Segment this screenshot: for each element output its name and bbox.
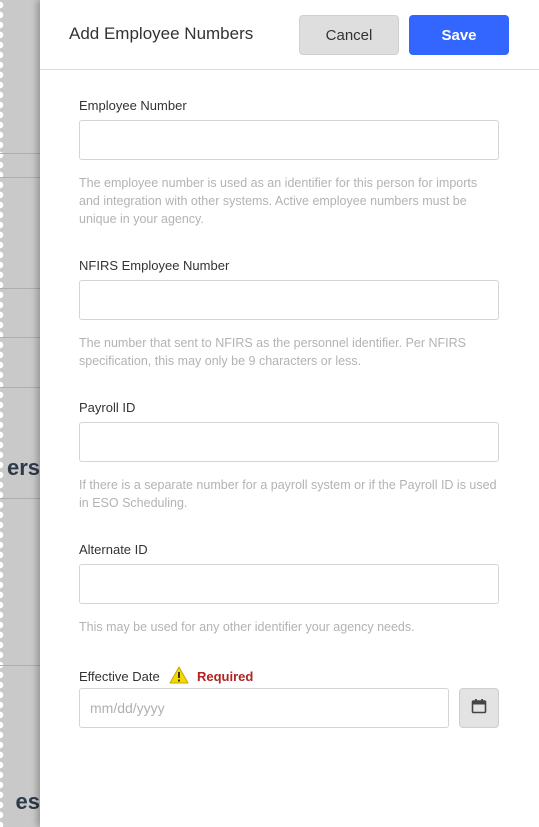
background-divider [0, 337, 40, 338]
alternate-id-input[interactable] [79, 564, 499, 604]
panel-title: Add Employee Numbers [69, 24, 254, 43]
nfirs-number-input[interactable] [79, 280, 499, 320]
background-divider [0, 153, 40, 154]
effective-date-label: Effective Date [79, 669, 160, 684]
background-divider [0, 498, 40, 499]
panel-header [40, 0, 539, 70]
alternate-id-label: Alternate ID [79, 542, 148, 557]
background-divider [0, 177, 40, 178]
background-divider [0, 387, 40, 388]
background-text-fragment: ers [6, 455, 40, 480]
employee-number-input[interactable] [79, 120, 499, 160]
background-divider [0, 665, 40, 666]
background-page [0, 0, 40, 827]
torn-edge [0, 0, 6, 827]
calendar-icon [471, 698, 487, 719]
effective-date-input[interactable] [79, 688, 449, 728]
side-panel [40, 0, 539, 827]
nfirs-number-label: NFIRS Employee Number [79, 258, 230, 273]
cancel-button[interactable]: Cancel [299, 15, 399, 55]
employee-number-help: The employee number is used as an identifier for this person for imports and integration with other systems. Active employee numbers must be unique in your agency. [79, 176, 478, 226]
save-button[interactable]: Save [409, 15, 509, 55]
nfirs-number-help: The number that sent to NFIRS as the personnel identifier. Per NFIRS specification, this may only be 9 characters or less. [79, 336, 466, 368]
alternate-id-help: This may be used for any other identifier your agency needs. [79, 620, 415, 634]
payroll-id-input[interactable] [79, 422, 499, 462]
warning-icon [169, 666, 189, 687]
employee-number-label: Employee Number [79, 98, 187, 113]
payroll-id-label: Payroll ID [79, 400, 136, 415]
calendar-button[interactable] [459, 688, 499, 728]
payroll-id-help: If there is a separate number for a payroll system or if the Payroll ID is used in ESO Scheduling. [79, 478, 497, 510]
effective-date-label-row [79, 666, 253, 687]
background-divider [0, 288, 40, 289]
required-indicator: Required [196, 669, 254, 684]
background-text-fragment: es [15, 789, 40, 814]
